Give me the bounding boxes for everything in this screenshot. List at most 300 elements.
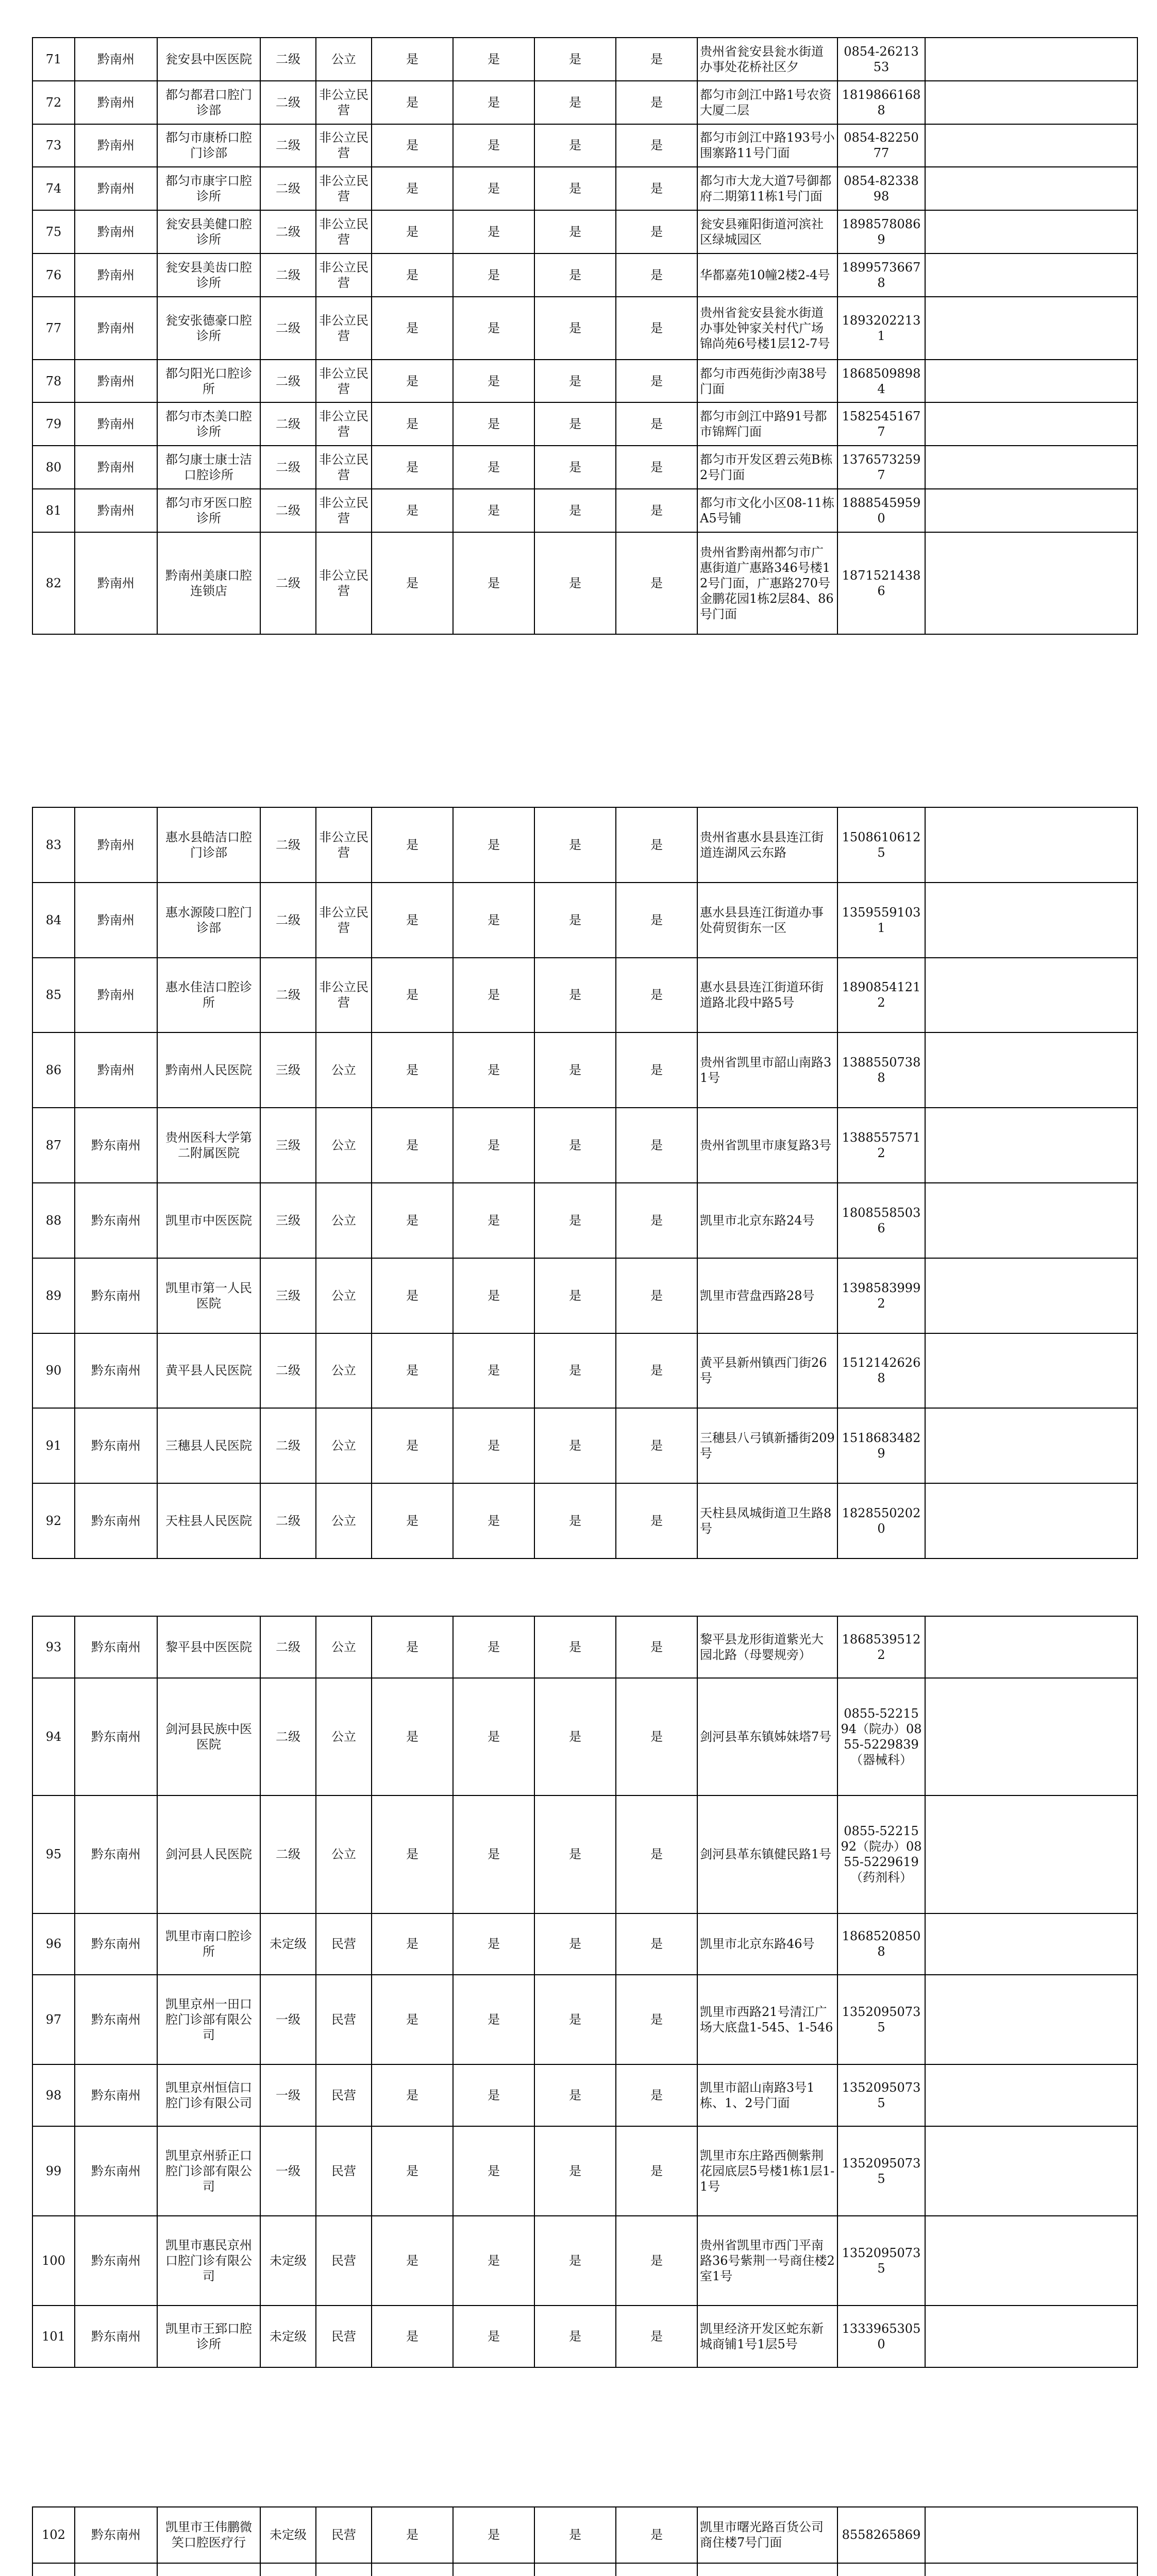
cell-ownership: 非公立民营 bbox=[316, 167, 372, 210]
cell-criterion-3: 是 bbox=[534, 2306, 616, 2367]
cell-grade: 二级 bbox=[260, 360, 316, 403]
cell-criterion-3: 是 bbox=[534, 883, 616, 958]
cell-criterion-3: 是 bbox=[534, 297, 616, 360]
cell-remarks bbox=[925, 1913, 1137, 1975]
cell-criterion-3: 是 bbox=[534, 167, 616, 210]
cell-remarks bbox=[925, 253, 1137, 297]
cell-criterion-1: 是 bbox=[372, 297, 453, 360]
cell-region: 黔东南州 bbox=[75, 1975, 157, 2064]
cell-region: 黔南州 bbox=[75, 81, 157, 124]
cell-ownership: 非公立民营 bbox=[316, 297, 372, 360]
cell-criterion-1: 是 bbox=[372, 1183, 453, 1258]
cell-criterion-4: 是 bbox=[616, 1258, 697, 1333]
cell-phone: 13520950735 bbox=[837, 1975, 925, 2064]
cell-criterion-1: 是 bbox=[372, 1333, 453, 1409]
cell-criterion-4: 是 bbox=[616, 1975, 697, 2064]
cell-region: 黔南州 bbox=[75, 807, 157, 883]
cell-ownership: 民营 bbox=[316, 2064, 372, 2126]
cell-criterion-1: 是 bbox=[372, 253, 453, 297]
cell-institution-name: 都匀市康宇口腔诊所 bbox=[157, 167, 260, 210]
table-row bbox=[32, 489, 1137, 532]
cell-region: 黔东南州 bbox=[75, 1183, 157, 1258]
cell-ownership: 公立 bbox=[316, 1795, 372, 1913]
cell-criterion-1: 是 bbox=[372, 807, 453, 883]
table-row bbox=[32, 2216, 1137, 2306]
cell-criterion-4: 是 bbox=[616, 1795, 697, 1913]
cell-criterion-4: 是 bbox=[616, 958, 697, 1033]
cell-region: 黔东南州 bbox=[75, 1108, 157, 1183]
cell-criterion-2: 是 bbox=[453, 883, 534, 958]
cell-grade: 二级 bbox=[260, 1483, 316, 1558]
cell-criterion-1: 是 bbox=[372, 1483, 453, 1558]
cell-grade: 二级 bbox=[260, 489, 316, 532]
cell-address: 凯里市营盘西路28号 bbox=[697, 1258, 837, 1333]
cell-criterion-2: 是 bbox=[453, 2064, 534, 2126]
table-row bbox=[32, 1678, 1137, 1795]
cell-row-number: 72 bbox=[32, 81, 75, 124]
table-row bbox=[32, 1975, 1137, 2064]
cell-criterion-3: 是 bbox=[534, 446, 616, 489]
cell-criterion-2: 是 bbox=[453, 81, 534, 124]
table-row bbox=[32, 1333, 1137, 1409]
cell-criterion-3: 是 bbox=[534, 1616, 616, 1678]
cell-institution-name: 凯里京州骄正口腔门诊部有限公司 bbox=[157, 2126, 260, 2216]
table-row bbox=[32, 2507, 1137, 2563]
cell-remarks bbox=[925, 297, 1137, 360]
cell-row-number: 96 bbox=[32, 1913, 75, 1975]
cell-ownership: 民营 bbox=[316, 2507, 372, 2563]
cell-remarks bbox=[925, 2563, 1137, 2576]
cell-criterion-2: 是 bbox=[453, 2306, 534, 2367]
cell-criterion-1: 是 bbox=[372, 2126, 453, 2216]
cell-ownership: 公立 bbox=[316, 38, 372, 81]
cell-criterion-2: 是 bbox=[453, 446, 534, 489]
cell-grade: 一级 bbox=[260, 2064, 316, 2126]
cell-address: 剑河县革东镇健民路1号 bbox=[697, 1795, 837, 1913]
cell-criterion-3: 是 bbox=[534, 1108, 616, 1183]
cell-institution-name: 惠水源陵口腔门诊部 bbox=[157, 883, 260, 958]
table-row bbox=[32, 2064, 1137, 2126]
cell-row-number: 85 bbox=[32, 958, 75, 1033]
cell-region: 黔东南州 bbox=[75, 2306, 157, 2367]
cell-institution-name: 瓮安县中医医院 bbox=[157, 38, 260, 81]
cell-address: 惠水县县连江街道环街道路北段中路5号 bbox=[697, 958, 837, 1033]
cell-criterion-3: 是 bbox=[534, 958, 616, 1033]
cell-phone: 8558265869 bbox=[837, 2507, 925, 2563]
cell-phone: 0854-8225077 bbox=[837, 124, 925, 167]
cell-address: 黄平县新州镇西门街26号 bbox=[697, 1333, 837, 1409]
cell-grade: 二级 bbox=[260, 167, 316, 210]
cell-phone: 13520950735 bbox=[837, 2216, 925, 2306]
cell-region: 黔南州 bbox=[75, 532, 157, 634]
cell-institution-name: 凯里市第一人民医院 bbox=[157, 1258, 260, 1333]
cell-remarks bbox=[925, 360, 1137, 403]
table-row bbox=[32, 1258, 1137, 1333]
cell-ownership: 公立 bbox=[316, 1483, 372, 1558]
cell-row-number: 75 bbox=[32, 210, 75, 253]
cell-criterion-4: 是 bbox=[616, 81, 697, 124]
cell-criterion-2: 是 bbox=[453, 360, 534, 403]
cell-institution-name: 凯里市王郅口腔诊所 bbox=[157, 2306, 260, 2367]
cell-address: 贵州省凯里市韶山南路31号 bbox=[697, 1032, 837, 1108]
cell-institution-name: 惠水县皓洁口腔门诊部 bbox=[157, 807, 260, 883]
cell-phone: 18715214386 bbox=[837, 532, 925, 634]
cell-criterion-4: 是 bbox=[616, 360, 697, 403]
table-row bbox=[32, 167, 1137, 210]
cell-institution-name: 贵州医科大学第二附属医院 bbox=[157, 1108, 260, 1183]
cell-region: 黔南州 bbox=[75, 1032, 157, 1108]
cell-criterion-2: 是 bbox=[453, 1483, 534, 1558]
cell-ownership: 民营 bbox=[316, 1975, 372, 2064]
cell-region: 黔南州 bbox=[75, 167, 157, 210]
cell-ownership: 公立 bbox=[316, 1408, 372, 1483]
cell-address: 贵州省瓮安县瓮水街道办事处花桥社区夕 bbox=[697, 38, 837, 81]
cell-phone: 0855-5221594（院办）0855-5229839（器械科） bbox=[837, 1678, 925, 1795]
cell-region: 黔南州 bbox=[75, 38, 157, 81]
cell-criterion-4: 是 bbox=[616, 2507, 697, 2563]
cell-criterion-3: 是 bbox=[534, 1913, 616, 1975]
cell-criterion-3: 是 bbox=[534, 2507, 616, 2563]
cell-grade: 二级 bbox=[260, 532, 316, 634]
table-row bbox=[32, 1032, 1137, 1108]
cell-row-number: 101 bbox=[32, 2306, 75, 2367]
cell-institution-name: 剑河县民族中医医院 bbox=[157, 1678, 260, 1795]
cell-criterion-1: 是 bbox=[372, 124, 453, 167]
cell-region: 黔东南州 bbox=[75, 1483, 157, 1558]
cell-grade: 未定级 bbox=[260, 2306, 316, 2367]
cell-ownership: 民营 bbox=[316, 1913, 372, 1975]
table-row bbox=[32, 446, 1137, 489]
cell-region: 黔东南州 bbox=[75, 1258, 157, 1333]
table-row bbox=[32, 2563, 1137, 2576]
cell-institution-name: 瓮安县美健口腔诊所 bbox=[157, 210, 260, 253]
cell-address: 贵州省凯里市西门平南路36号紫荆一号商住楼2室1号 bbox=[697, 2216, 837, 2306]
cell-institution-name: 三穗县人民医院 bbox=[157, 1408, 260, 1483]
cell-criterion-1: 是 bbox=[372, 360, 453, 403]
cell-ownership: 非公立民营 bbox=[316, 210, 372, 253]
cell-criterion-3: 是 bbox=[534, 1678, 616, 1795]
cell-criterion-1: 是 bbox=[372, 1032, 453, 1108]
cell-criterion-4: 是 bbox=[616, 1616, 697, 1678]
cell-region: 黔东南州 bbox=[75, 2507, 157, 2563]
cell-address bbox=[697, 2563, 837, 2576]
cell-institution-name: 都匀市杰美口腔诊所 bbox=[157, 402, 260, 446]
cell-row-number: 93 bbox=[32, 1616, 75, 1678]
cell-criterion-1: 是 bbox=[372, 1678, 453, 1795]
cell-address: 惠水县县连江街道办事处荷贸街东一区 bbox=[697, 883, 837, 958]
cell-grade: 未定级 bbox=[260, 2507, 316, 2563]
cell-grade: 一级 bbox=[260, 2126, 316, 2216]
cell-region: 黔东南州 bbox=[75, 2064, 157, 2126]
cell-remarks bbox=[925, 883, 1137, 958]
cell-criterion-3: 是 bbox=[534, 1333, 616, 1409]
cell-institution-name: 凯里市王伟鹏微笑口腔医疗行 bbox=[157, 2507, 260, 2563]
cell-phone: 15121426268 bbox=[837, 1333, 925, 1409]
cell-remarks bbox=[925, 2306, 1137, 2367]
cell-criterion-3: 是 bbox=[534, 210, 616, 253]
hospital-table-block-1 bbox=[32, 37, 1138, 635]
cell-institution-name bbox=[157, 2563, 260, 2576]
cell-row-number: 82 bbox=[32, 532, 75, 634]
cell-criterion-2: 是 bbox=[453, 167, 534, 210]
cell-phone: 13595591031 bbox=[837, 883, 925, 958]
cell-remarks bbox=[925, 532, 1137, 634]
cell-criterion-2 bbox=[453, 2563, 534, 2576]
cell-phone: 0854-8233898 bbox=[837, 167, 925, 210]
cell-ownership: 非公立民营 bbox=[316, 81, 372, 124]
cell-phone: 13339653050 bbox=[837, 2306, 925, 2367]
cell-remarks bbox=[925, 1183, 1137, 1258]
cell-criterion-4: 是 bbox=[616, 1408, 697, 1483]
cell-region: 黔南州 bbox=[75, 958, 157, 1033]
cell-criterion-2: 是 bbox=[453, 1108, 534, 1183]
cell-address: 瓮安县雍阳街道河滨社区绿城园区 bbox=[697, 210, 837, 253]
cell-remarks bbox=[925, 1333, 1137, 1409]
table-row bbox=[32, 81, 1137, 124]
cell-ownership bbox=[316, 2563, 372, 2576]
cell-row-number: 87 bbox=[32, 1108, 75, 1183]
cell-phone: 15825451677 bbox=[837, 402, 925, 446]
cell-remarks bbox=[925, 2507, 1137, 2563]
cell-criterion-2: 是 bbox=[453, 124, 534, 167]
cell-row-number: 76 bbox=[32, 253, 75, 297]
cell-criterion-1: 是 bbox=[372, 1616, 453, 1678]
cell-row-number: 92 bbox=[32, 1483, 75, 1558]
cell-criterion-2: 是 bbox=[453, 38, 534, 81]
cell-criterion-4: 是 bbox=[616, 2216, 697, 2306]
cell-criterion-1: 是 bbox=[372, 210, 453, 253]
cell-region: 黔东南州 bbox=[75, 1795, 157, 1913]
cell-remarks bbox=[925, 81, 1137, 124]
cell-criterion-1 bbox=[372, 2563, 453, 2576]
cell-criterion-4: 是 bbox=[616, 2064, 697, 2126]
cell-row-number: 74 bbox=[32, 167, 75, 210]
cell-phone: 0854-2621353 bbox=[837, 38, 925, 81]
cell-remarks bbox=[925, 1408, 1137, 1483]
cell-ownership: 公立 bbox=[316, 1616, 372, 1678]
cell-remarks bbox=[925, 1032, 1137, 1108]
cell-phone: 18995736678 bbox=[837, 253, 925, 297]
cell-grade: 二级 bbox=[260, 297, 316, 360]
cell-region: 黔南州 bbox=[75, 446, 157, 489]
cell-grade bbox=[260, 2563, 316, 2576]
cell-phone: 13885507388 bbox=[837, 1032, 925, 1108]
cell-criterion-1: 是 bbox=[372, 1108, 453, 1183]
cell-phone: 18932022131 bbox=[837, 297, 925, 360]
cell-institution-name: 天柱县人民医院 bbox=[157, 1483, 260, 1558]
cell-institution-name: 凯里市南口腔诊所 bbox=[157, 1913, 260, 1975]
cell-row-number: 73 bbox=[32, 124, 75, 167]
cell-ownership: 非公立民营 bbox=[316, 958, 372, 1033]
cell-criterion-1: 是 bbox=[372, 958, 453, 1033]
cell-grade: 二级 bbox=[260, 81, 316, 124]
cell-institution-name: 黔南州美康口腔连锁店 bbox=[157, 532, 260, 634]
cell-row-number: 89 bbox=[32, 1258, 75, 1333]
cell-criterion-2: 是 bbox=[453, 2216, 534, 2306]
cell-row-number: 88 bbox=[32, 1183, 75, 1258]
cell-institution-name: 都匀市康桥口腔门诊部 bbox=[157, 124, 260, 167]
cell-criterion-3: 是 bbox=[534, 489, 616, 532]
cell-row-number: 86 bbox=[32, 1032, 75, 1108]
cell-criterion-1: 是 bbox=[372, 1913, 453, 1975]
cell-criterion-4: 是 bbox=[616, 1483, 697, 1558]
cell-ownership: 公立 bbox=[316, 1183, 372, 1258]
cell-remarks bbox=[925, 446, 1137, 489]
cell-address: 贵州省黔南州都匀市广惠街道广惠路346号楼12号门面，广惠路270号金鹏花园1栋2层84、86号门面 bbox=[697, 532, 837, 634]
cell-region: 黔东南州 bbox=[75, 2126, 157, 2216]
cell-institution-name: 都匀市牙医口腔诊所 bbox=[157, 489, 260, 532]
hospital-table-block-2 bbox=[32, 807, 1138, 1559]
cell-grade: 二级 bbox=[260, 38, 316, 81]
cell-criterion-4: 是 bbox=[616, 210, 697, 253]
cell-row-number bbox=[32, 2563, 75, 2576]
cell-ownership: 公立 bbox=[316, 1333, 372, 1409]
cell-address: 凯里市西路21号清江广场大底盘1-545、1-546 bbox=[697, 1975, 837, 2064]
cell-ownership: 公立 bbox=[316, 1032, 372, 1108]
cell-row-number: 78 bbox=[32, 360, 75, 403]
cell-criterion-2: 是 bbox=[453, 402, 534, 446]
cell-ownership: 民营 bbox=[316, 2306, 372, 2367]
cell-institution-name: 瓮安县美齿口腔诊所 bbox=[157, 253, 260, 297]
hospital-table-block-3 bbox=[32, 1616, 1138, 2368]
cell-institution-name: 凯里京州一田口腔门诊部有限公司 bbox=[157, 1975, 260, 2064]
cell-institution-name: 剑河县人民医院 bbox=[157, 1795, 260, 1913]
table-row bbox=[32, 807, 1137, 883]
cell-phone: 13520950735 bbox=[837, 2126, 925, 2216]
cell-criterion-1: 是 bbox=[372, 38, 453, 81]
cell-criterion-3: 是 bbox=[534, 81, 616, 124]
table-row bbox=[32, 2126, 1137, 2216]
cell-institution-name: 瓮安张德豪口腔诊所 bbox=[157, 297, 260, 360]
cell-address: 贵州省凯里市康复路3号 bbox=[697, 1108, 837, 1183]
cell-grade: 三级 bbox=[260, 1108, 316, 1183]
cell-region: 黔南州 bbox=[75, 883, 157, 958]
cell-criterion-4: 是 bbox=[616, 532, 697, 634]
cell-grade: 二级 bbox=[260, 446, 316, 489]
cell-phone bbox=[837, 2563, 925, 2576]
cell-region: 黔南州 bbox=[75, 297, 157, 360]
cell-phone: 0855-5221592（院办）0855-5229619（药剂科） bbox=[837, 1795, 925, 1913]
table-row bbox=[32, 2306, 1137, 2367]
cell-ownership: 非公立民营 bbox=[316, 883, 372, 958]
cell-region: 黔南州 bbox=[75, 402, 157, 446]
cell-ownership: 非公立民营 bbox=[316, 360, 372, 403]
cell-phone: 13765732597 bbox=[837, 446, 925, 489]
cell-row-number: 81 bbox=[32, 489, 75, 532]
cell-criterion-2: 是 bbox=[453, 1183, 534, 1258]
cell-address: 凯里市东庄路西侧紫荆花园底层5号楼1栋1层1-1号 bbox=[697, 2126, 837, 2216]
cell-phone: 18198661688 bbox=[837, 81, 925, 124]
cell-criterion-1: 是 bbox=[372, 1258, 453, 1333]
cell-criterion-1: 是 bbox=[372, 1795, 453, 1913]
cell-criterion-1: 是 bbox=[372, 446, 453, 489]
cell-region: 黔东南州 bbox=[75, 1616, 157, 1678]
cell-institution-name: 黎平县中医医院 bbox=[157, 1616, 260, 1678]
cell-criterion-2: 是 bbox=[453, 2126, 534, 2216]
cell-address: 贵州省惠水县县连江街道连湖风云东路 bbox=[697, 807, 837, 883]
cell-remarks bbox=[925, 2126, 1137, 2216]
cell-remarks bbox=[925, 1678, 1137, 1795]
cell-region: 黔南州 bbox=[75, 489, 157, 532]
cell-institution-name: 凯里市惠民京州口腔门诊有限公司 bbox=[157, 2216, 260, 2306]
cell-row-number: 80 bbox=[32, 446, 75, 489]
cell-criterion-4 bbox=[616, 2563, 697, 2576]
cell-criterion-1: 是 bbox=[372, 2216, 453, 2306]
cell-address: 都匀市西苑街沙南38号门面 bbox=[697, 360, 837, 403]
cell-address: 三穗县八弓镇新播街209号 bbox=[697, 1408, 837, 1483]
cell-criterion-4: 是 bbox=[616, 297, 697, 360]
cell-criterion-4: 是 bbox=[616, 124, 697, 167]
cell-remarks bbox=[925, 402, 1137, 446]
cell-institution-name: 都匀康士康士洁口腔诊所 bbox=[157, 446, 260, 489]
cell-criterion-3: 是 bbox=[534, 1483, 616, 1558]
cell-criterion-4: 是 bbox=[616, 167, 697, 210]
cell-address: 都匀市剑江中路193号小围寨路11号门面 bbox=[697, 124, 837, 167]
cell-ownership: 非公立民营 bbox=[316, 402, 372, 446]
cell-region: 黔东南州 bbox=[75, 1408, 157, 1483]
cell-address: 华都嘉苑10幢2楼2-4号 bbox=[697, 253, 837, 297]
cell-criterion-2: 是 bbox=[453, 1678, 534, 1795]
cell-criterion-3: 是 bbox=[534, 360, 616, 403]
cell-phone: 18685098984 bbox=[837, 360, 925, 403]
cell-institution-name: 惠水佳洁口腔诊所 bbox=[157, 958, 260, 1033]
cell-criterion-2: 是 bbox=[453, 253, 534, 297]
cell-phone: 18908541212 bbox=[837, 958, 925, 1033]
cell-ownership: 公立 bbox=[316, 1258, 372, 1333]
cell-ownership: 非公立民营 bbox=[316, 253, 372, 297]
cell-criterion-4: 是 bbox=[616, 1678, 697, 1795]
cell-region: 黔南州 bbox=[75, 124, 157, 167]
cell-row-number: 83 bbox=[32, 807, 75, 883]
cell-phone: 18985780869 bbox=[837, 210, 925, 253]
cell-criterion-2: 是 bbox=[453, 807, 534, 883]
cell-institution-name: 凯里京州恒信口腔门诊有限公司 bbox=[157, 2064, 260, 2126]
cell-criterion-1: 是 bbox=[372, 81, 453, 124]
cell-region: 黔东南州 bbox=[75, 2216, 157, 2306]
cell-phone: 18685208508 bbox=[837, 1913, 925, 1975]
cell-address: 黎平县龙形街道紫光大园北路（母婴规旁） bbox=[697, 1616, 837, 1678]
cell-criterion-4: 是 bbox=[616, 807, 697, 883]
cell-address: 天柱县凤城街道卫生路8号 bbox=[697, 1483, 837, 1558]
cell-grade: 二级 bbox=[260, 253, 316, 297]
cell-ownership: 非公立民营 bbox=[316, 532, 372, 634]
cell-criterion-4: 是 bbox=[616, 883, 697, 958]
cell-criterion-1: 是 bbox=[372, 883, 453, 958]
cell-grade: 二级 bbox=[260, 1678, 316, 1795]
table-row bbox=[32, 402, 1137, 446]
cell-criterion-3: 是 bbox=[534, 38, 616, 81]
cell-row-number: 90 bbox=[32, 1333, 75, 1409]
cell-ownership: 非公立民营 bbox=[316, 807, 372, 883]
hospital-table-block-4 bbox=[32, 2506, 1138, 2576]
cell-grade: 三级 bbox=[260, 1183, 316, 1258]
cell-address: 剑河县革东镇姊妹塔7号 bbox=[697, 1678, 837, 1795]
cell-address: 凯里经济开发区蛇东新城商铺1号1层5号 bbox=[697, 2306, 837, 2367]
cell-criterion-3: 是 bbox=[534, 1258, 616, 1333]
cell-address: 都匀市文化小区08-11栋A5号铺 bbox=[697, 489, 837, 532]
cell-grade: 三级 bbox=[260, 1258, 316, 1333]
cell-row-number: 94 bbox=[32, 1678, 75, 1795]
cell-institution-name: 都匀阳光口腔诊所 bbox=[157, 360, 260, 403]
cell-criterion-3: 是 bbox=[534, 1032, 616, 1108]
table-row bbox=[32, 38, 1137, 81]
cell-address: 凯里市北京东路24号 bbox=[697, 1183, 837, 1258]
cell-region: 黔南州 bbox=[75, 253, 157, 297]
cell-ownership: 民营 bbox=[316, 2126, 372, 2216]
table-row bbox=[32, 883, 1137, 958]
cell-grade: 未定级 bbox=[260, 1913, 316, 1975]
cell-region: 黔东南州 bbox=[75, 1678, 157, 1795]
